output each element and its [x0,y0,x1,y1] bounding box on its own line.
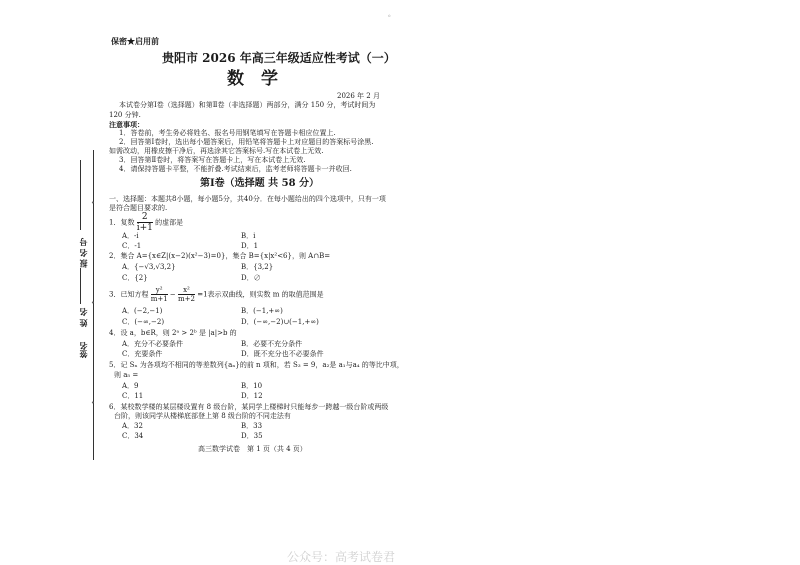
notes-heading: 注意事项： [109,120,144,129]
note-item: 2．回答第Ⅰ卷时，选出每小题答案后，用铅笔将答题卡上对应题目的答案标号涂黑. [119,138,374,146]
option-d: D．1 [241,242,259,250]
note-item: 如需改动，用橡皮擦干净后，再选涂其它答案标号.写在本试卷上无效. [109,147,324,155]
option-d: D．(−∞,−2)∪(−1,+∞) [241,318,319,326]
option-c: C．34 [122,432,144,440]
fraction: $\frac{2}{i+1}$ [136,212,153,233]
exam-date: 2026 年 2 月 [337,92,380,100]
name-blank [80,268,81,304]
exam-number-label: 报 名 号 [78,238,88,268]
option-b: B．(−1,+∞) [241,307,283,315]
option-a: A．{−√3,√3,2} [122,263,176,271]
intro-line: 本试卷分第Ⅰ卷（选择题）和第Ⅱ卷（非选择题）两部分，满分 150 分，考试时间为 [119,101,376,109]
name-label: 姓 名 [78,308,88,327]
option-a: A．充分不必要条件 [122,340,184,348]
option-b: B．10 [241,382,263,390]
option-c: C．{2} [122,274,148,282]
note-item: 3．回答第Ⅱ卷时，将答案写在答题卡上，写在本试卷上无效. [119,156,306,164]
question-5-stem: 则 a₅ = [114,371,139,379]
option-c: C．-1 [122,242,142,250]
option-d: D．既不充分也不必要条件 [241,350,324,358]
question-3-stem: 3．已知方程 $\frac{\text{y²}}{m+1}$ − $\frac{\text{x²}}{m+2}$ =1表示双曲线，则实数 m 的取值范围是 [109,286,324,303]
question-4-stem: 4．设 a，b∈R，则 2ᵃ > 2ᵇ 是 |a|>b 的 [109,329,237,337]
note-item: 4．请保持答题卡平整，不能折叠.考试结束后，监考老师将答题卡一并收回. [119,165,352,173]
option-c: C．充要条件 [122,350,163,358]
page-footer: 高三数学试卷 第 1 页（共 4 页） [198,445,307,453]
question-5-stem: 5．记 Sₙ 为各项均不相同的等差数列{aₙ}的前 n 项和，若 S₃ = 9，a₂是 a₁与a₄ 的等比中项， [109,361,404,369]
option-a: A．(−2,−1) [122,307,163,315]
top-mark: 。 [388,10,395,18]
option-a: A．32 [122,422,143,430]
question-2-stem: 2．集合 A={x∈Z|(x−2)(x²−3)=0}，集合 B={x|x²<6}，则 A∩B= [109,252,331,260]
fraction: $\frac{\text{y²}}{m+1}$ [150,286,168,303]
part-heading: 一、选择题：本题共8小题，每小题5分，共40分．在每小题给出的四个选项中，只有一项 [109,195,386,203]
watermark: 公众号：高考试卷君 [287,550,396,564]
option-d: D．∅ [241,274,261,282]
note-item: 1．答卷前，考生务必将姓名、报名号用钢笔填写在答题卡相应位置上. [119,129,336,137]
signature-label: 签名 [78,342,88,358]
option-b: B．33 [241,422,263,430]
margin-dot: • [91,300,95,307]
option-d: D．12 [241,392,263,400]
margin-dot: • [91,400,95,407]
margin-dot: • [91,200,95,207]
option-b: B．i [241,232,256,240]
option-b: B．必要不充分条件 [241,340,303,348]
fraction: $\frac{\text{x²}}{m+2}$ [178,286,195,303]
option-c: C．(−∞,−2) [122,318,165,326]
exam-number-blank [80,160,81,230]
option-a: A．-i [122,232,139,240]
exam-title: 贵阳市 2026 年高三年级适应性考试（一） [162,51,396,65]
option-d: D．35 [241,432,263,440]
intro-line: 120 分钟. [109,111,141,119]
subject-title: 数 学 [227,69,278,89]
section-title: 第Ⅰ卷（选择题 共 58 分） [200,178,320,189]
part-heading: 是符合题目要求的. [109,204,168,212]
option-a: A．9 [122,382,139,390]
option-c: C．11 [122,392,144,400]
option-b: B．{3,2} [241,263,274,271]
confidential-mark: 保密★启用前 [111,36,159,46]
question-6-stem: 6．某校数学楼的某层楼设置有 8 级台阶，某同学上楼梯时只能每步一跨越一级台阶或两级 [109,403,389,411]
question-6-stem: 台阶，则该同学从楼梯底部登上第 8 级台阶的不同走法有 [114,412,291,420]
question-1-stem: 1．复数 $\frac{2}{i+1}$ 的虚部是 [109,212,184,233]
